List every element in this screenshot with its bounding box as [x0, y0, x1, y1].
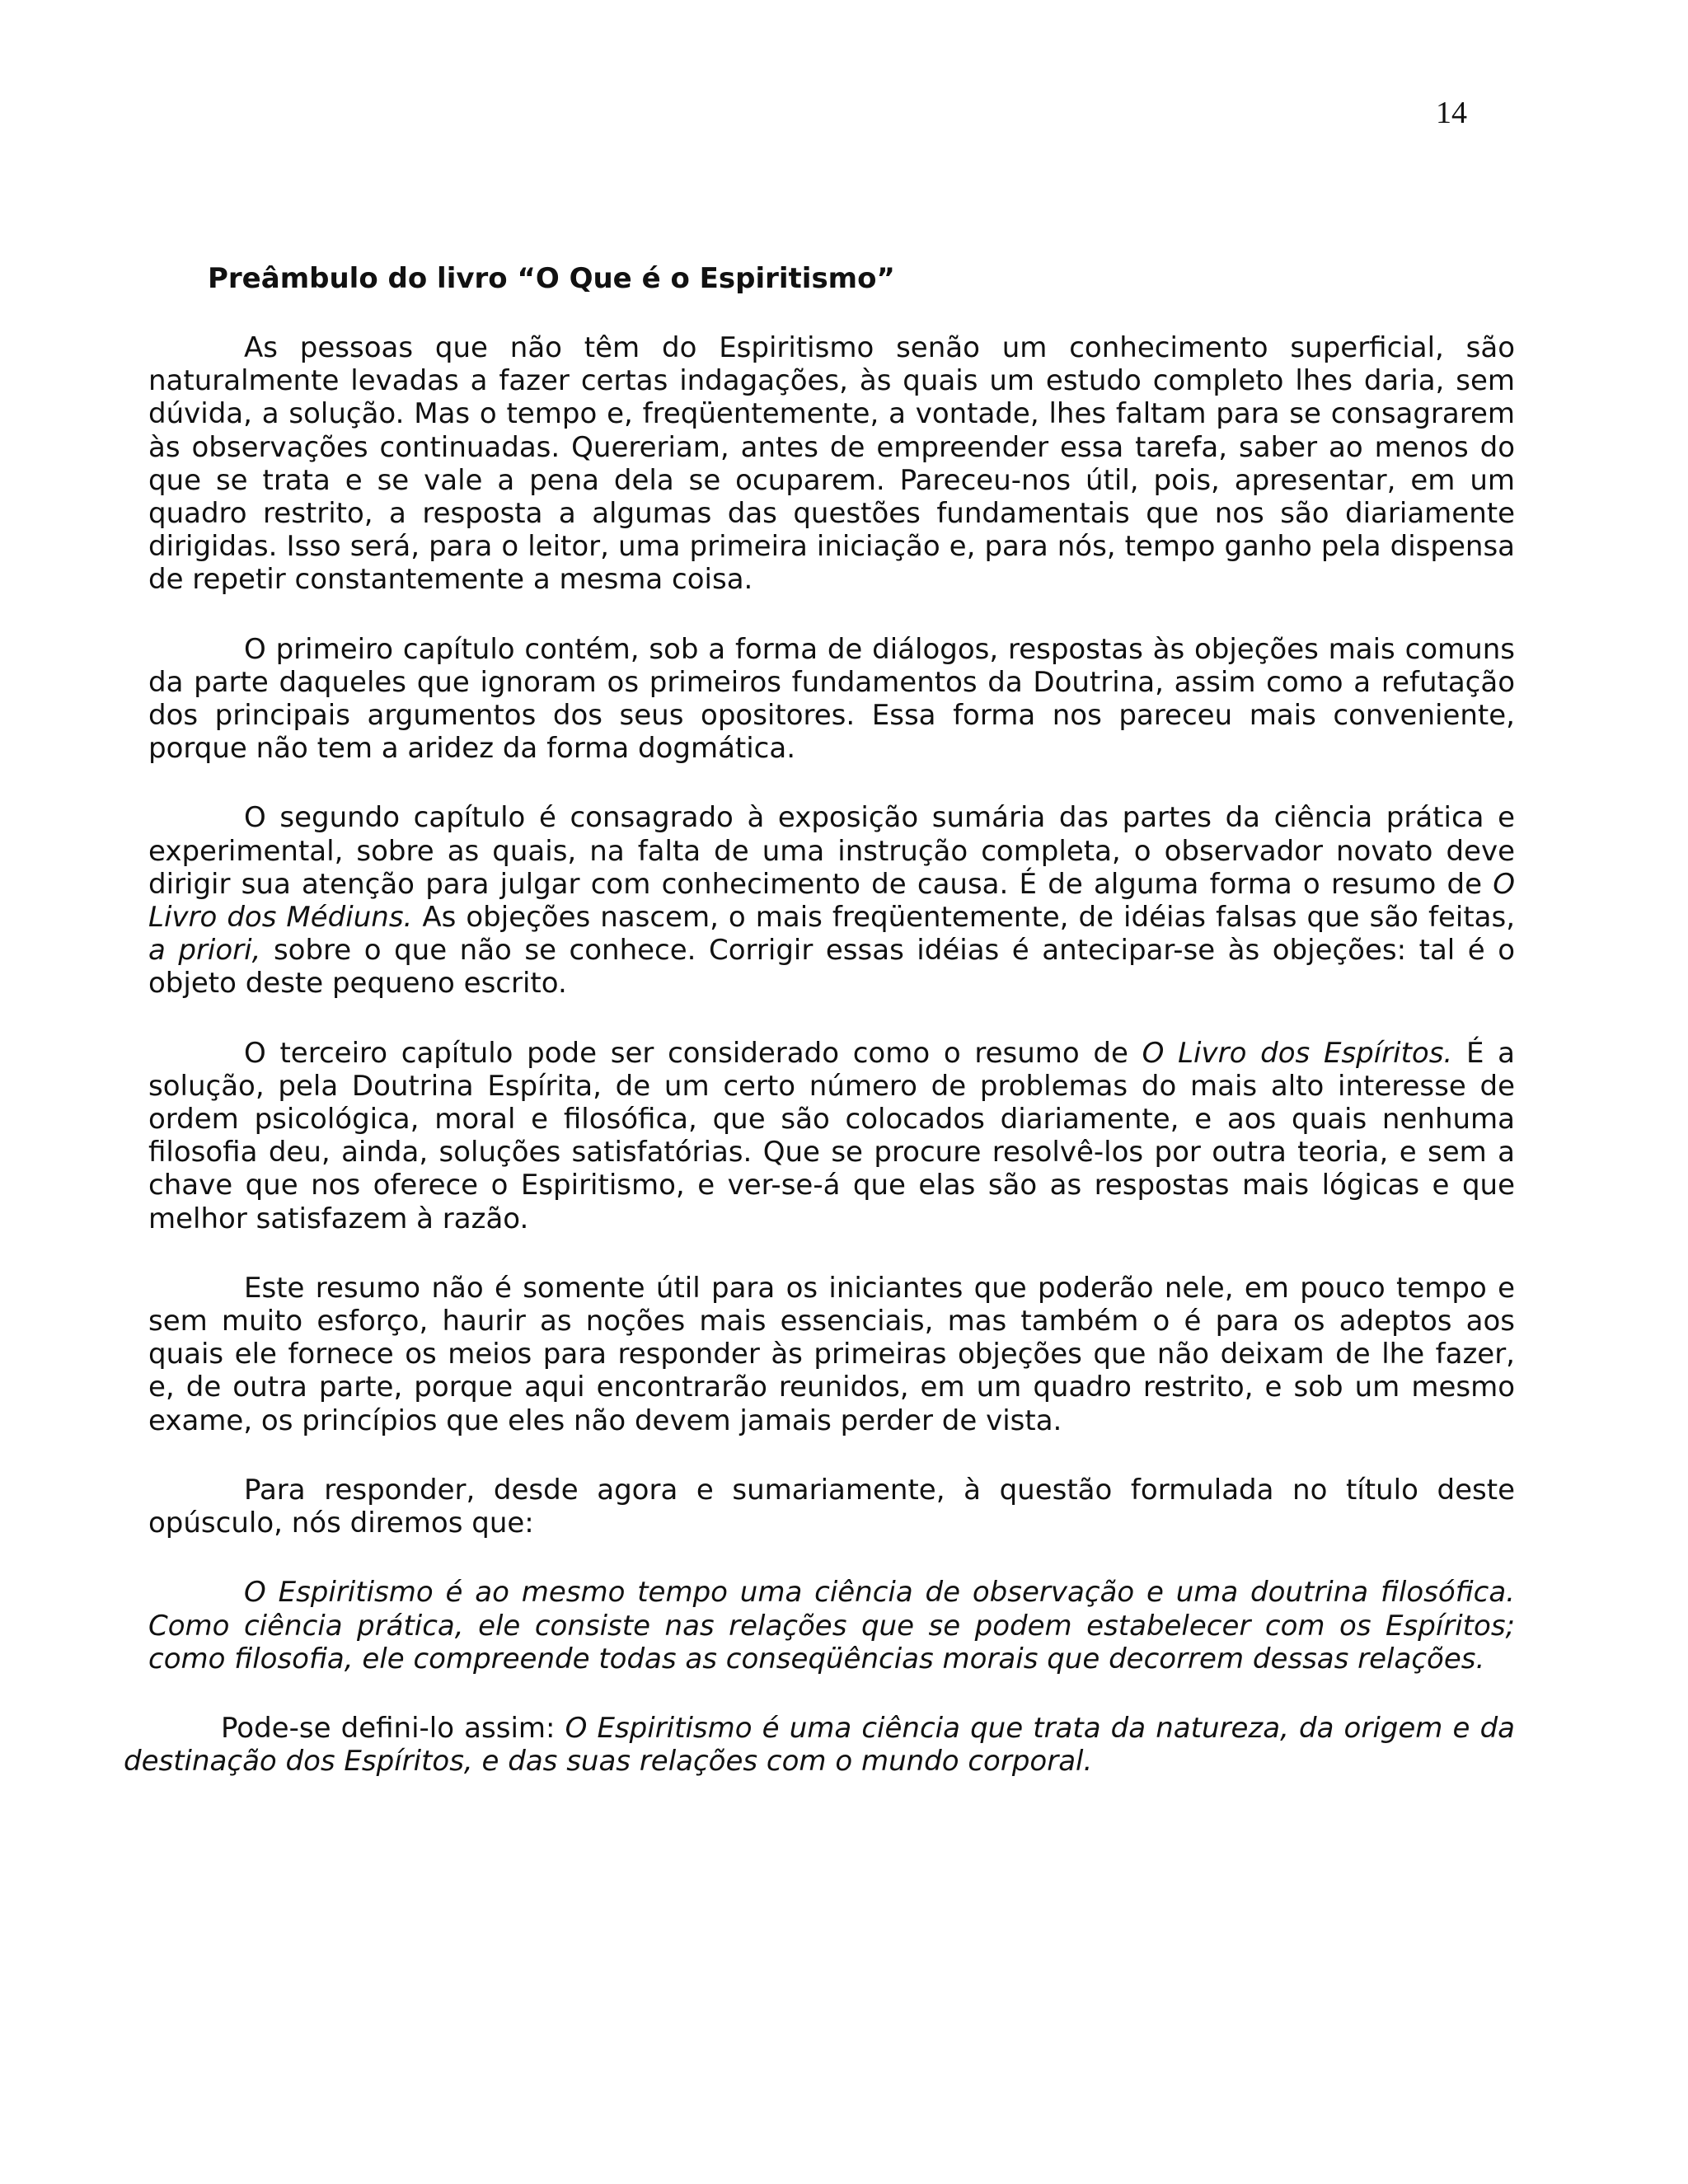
paragraph-3: [148, 801, 1515, 1000]
paragraph-2: O primeiro capítulo contém, sob a forma de diálogos, respostas às objeções mais comuns da parte daqueles que ignoram os primeiros fundamentos da Doutrina, assim como a refutação dos principais argumentos dos seus opositores. Essa forma nos pareceu mais conveniente, porque não tem a aridez da forma dogmática.: [148, 632, 1515, 766]
paragraph-7-quote: O Espiritismo é ao mesmo tempo uma ciência de observação e uma doutrina filosófica. Como ciência prática, ele consiste nas relações que se podem estabelecer com os Espíritos; como filosofia, ele compreende todas as conseqüências morais que decorrem dessas relações.: [148, 1576, 1515, 1675]
paragraph-3-text-c: As objeções nascem, o mais freqüentemente, de idéias falsas que são feitas,: [412, 901, 1516, 935]
paragraph-3-text-a: O segundo capítulo é consagrado à exposição sumária das partes da ciência prática e experimental, sobre as quais, na falta de uma instrução completa, o observador novato deve dirigir sua atenção para julgar com conhecimento de causa. É de alguma forma o resumo de: [148, 801, 1515, 901]
document-body: [124, 262, 1516, 1814]
a-priori-term: a priori,: [148, 934, 261, 968]
paragraph-8-definition: [124, 1712, 1515, 1778]
paragraph-6: Para responder, desde agora e sumariamente, à questão formulada no título deste opúsculo, nós diremos que:: [148, 1473, 1515, 1540]
paragraph-5: Este resumo não é somente útil para os iniciantes que poderão nele, em pouco tempo e sem muito esforço, haurir as noções mais essenciais, mas também o é para os adeptos aos quais ele fornece os meios para responder às primeiras objeções que não deixam de lhe fazer, e, de outra parte, porque aqui encontrarão reunidos, em um quadro restrito, e sob um mesmo exame, os princípios que eles não devem jamais perder de vista.: [148, 1271, 1515, 1437]
paragraph-4-text-a: O terceiro capítulo pode ser considerado como o resumo de: [244, 1036, 1142, 1070]
paragraph-8-text-a: Pode-se defini-lo assim:: [221, 1711, 565, 1745]
book-title-espiritos: O Livro dos Espíritos.: [1142, 1036, 1453, 1070]
paragraph-3-text-e: sobre o que não se conhece. Corrigir essas idéias é antecipar-se às objeções: tal é o objeto deste pequeno escrito.: [148, 934, 1516, 1001]
document-title: Preâmbulo do livro “O Que é o Espiritismo”: [208, 262, 895, 295]
book-title-mediuns: O Livro dos Médiuns.: [148, 867, 1515, 935]
paragraph-4: [148, 1037, 1515, 1235]
definition-text: O Espiritismo é uma ciência que trata da natureza, da origem e da destinação dos Espíritos, e das suas relações com o mundo corporal.: [124, 1711, 1515, 1779]
paragraph-4-text-c: É a solução, pela Doutrina Espírita, de um certo número de problemas do mais alto interesse de ordem psicológica, moral e filosófica, que são colocados diariamente, e aos quais nenhuma filosofia deu, ainda, soluções satisfatórias. Que se procure resolvê-los por outra teoria, e sem a chave que nos oferece o Espiritismo, e ver-se-á que elas são as respostas mais lógicas e que melhor satisfazem à razão.: [148, 1036, 1515, 1235]
page-number: 14: [1436, 96, 1467, 130]
paragraph-1: As pessoas que não têm do Espiritismo senão um conhecimento superficial, são naturalmente levadas a fazer certas indagações, às quais um estudo completo lhes daria, sem dúvida, a solução. Mas o tempo e, freqüentemente, a vontade, lhes faltam para se consagrarem às observações continuadas. Quereriam, antes de empreender essa tarefa, saber ao menos do que se trata e se vale a pena dela se ocuparem. Pareceu-nos útil, pois, apresentar, em um quadro restrito, a resposta a algumas das questões fundamentais que nos são diariamente dirigidas. Isso será, para o leitor, uma primeira iniciação e, para nós, tempo ganho pela dispensa de repetir constantemente a mesma coisa.: [148, 331, 1515, 597]
